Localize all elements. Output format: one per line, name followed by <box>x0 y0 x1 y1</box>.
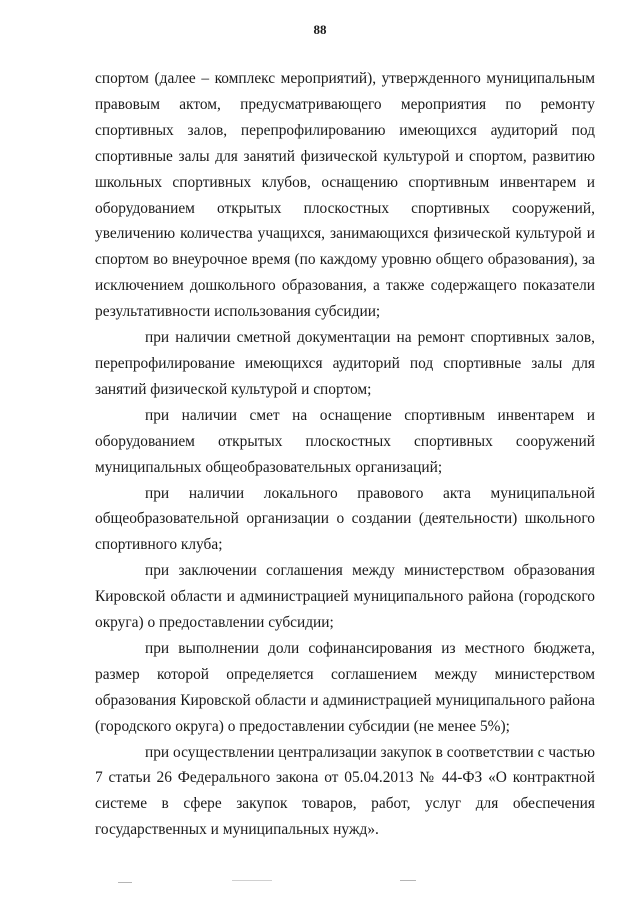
scan-artifact <box>400 880 416 881</box>
document-body <box>95 66 595 843</box>
scan-artifact <box>232 880 272 881</box>
paragraph-2: при наличии сметной документации на ремонт спортивных залов, перепрофилирование имеющихся аудиторий под спортивные залы для занятий физической культурой и спортом; <box>95 329 595 398</box>
page-number: 88 <box>313 22 327 37</box>
paragraph-7: при осуществлении централизации закупок в соответствии с частью 7 статьи 26 Федерального закона от 05.04.2013 № 44-ФЗ «О контрактной системе в сфере закупок товаров, работ, услуг для обеспечения государственных и муниципальных нужд». <box>95 743 595 839</box>
paragraph-3: при наличии смет на оснащение спортивным инвентарем и оборудованием открытых плоскостных спортивных сооружений муниципальных общеобразовательных организаций; <box>95 406 595 476</box>
paragraph-4: при наличии локального правового акта муниципальной общеобразовательной организации о создании (деятельности) школьного спортивного клуба; <box>95 484 595 554</box>
scan-artifact <box>118 882 132 883</box>
paragraph-1: спортом (далее – комплекс мероприятий), утвержденного муниципальным правовым актом, предусматривающего мероприятия по ремонту спортивных залов, перепрофилированию имеющихся аудиторий под спортивные залы для занятий физической культурой и спортом, развитию школьных спортивных клубов, оснащению спортивным инвентарем и оборудованием открытых плоскостных спортивных сооружений, увеличению количества учащихся, занимающихся физической культурой и спортом во внеурочное время (по каждому уровню общего образования), за исключением дошкольного образования, а также содержащего показатели результативности использования субсидии; <box>95 70 595 321</box>
paragraph-6: при выполнении доли софинансирования из местного бюджета, размер которой определяется соглашением между министерством образования Кировской области и администрацией муниципального района (городского округа) о предоставлении субсидии (не менее 5%); <box>95 639 595 735</box>
paragraph-5: при заключении соглашения между министерством образования Кировской области и администрацией муниципального района (городского округа) о предоставлении субсидии; <box>95 562 595 632</box>
